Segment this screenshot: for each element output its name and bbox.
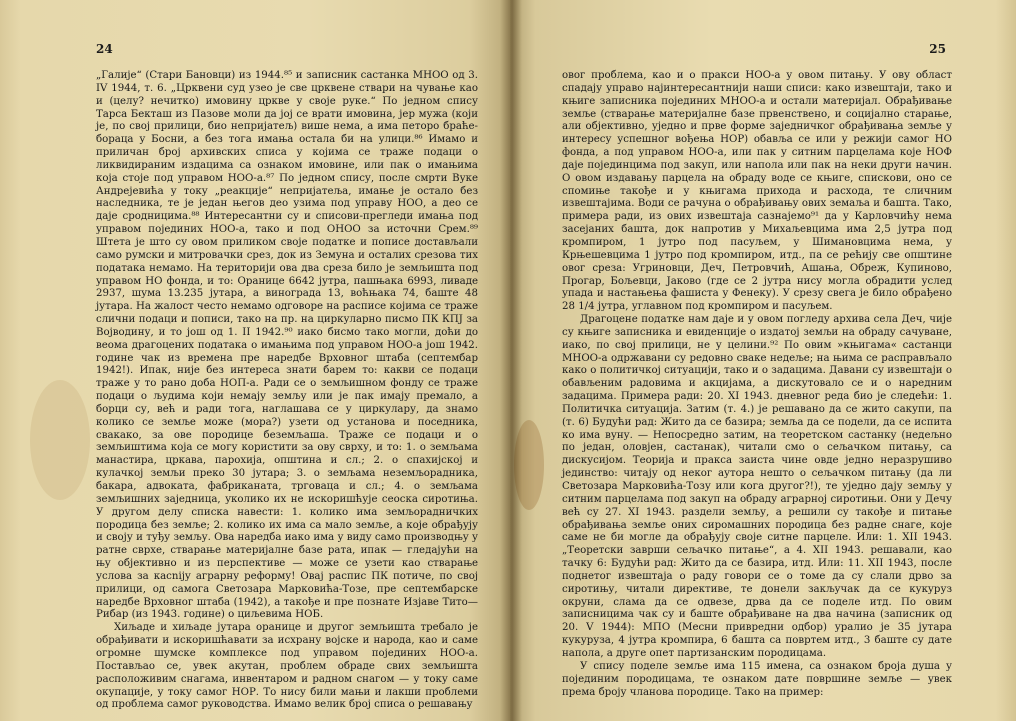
paragraph: овог проблема, као и о пракси НОО-а у овом питању. У ову област спадају управо најинтересантнији наши списи: како извештаји, тако и књиге записника појединих МНОО-а и остали материјал. Обрађивање земље (стварање материјалне базе првенствено, и социјално старање, али објективно, уједно и прве форме заједничког обрађивања земље у интересу успешног вођења НОР) обавља се или у режији самог НО фонда, а под управом НОО-а, или пак у ситним парцелама које НОФ даје појединцима под закуп, или напола или пак на неки други начин. О овом издавању парцела на обраду воде се књиге, спискови, оно се спомиње такође и у књигама прихода и расхода, те сличним извештајима. Води се рачуна о обрађивању ових земаља и башта. Тако, примера ради, из ових извештаја сазнајемо⁹¹ да у Карловчићу нема засејаних башта, док напротив у Михаљевцима има 2,5 јутра под кромпиром, 1 јутро под пасуљем, у Шимановцима нема, у Крњешевцима 1 јутро под кромпиром, итд., па се рећију све општине овог среза: Угриновци, Деч, Петровчић, Ашања, Обреж, Купиново, Прогар, Бољевци, Јаково (где се 2 јутра нису могла обрадити услед упада и настањења фашиста у Фенеку). У срезу свега је било обрађено 28 1/4 јутра, углавном под кромпиром и пасуљем.: [562, 70, 952, 313]
paragraph: У спису поделе земље има 115 имена, са ознаком броја душа у појединим породицама, те ознаком дате површине земље — увек према броју чланова породице. Тако на пример:: [562, 660, 952, 698]
paragraph: Драгоцене податке нам даје и у овом погледу архива села Деч, чије су књиге записника и евиденције о издатој земљи на обраду сачуване, иако, по свој прилици, не у целини.⁹² По овим »књигама« састанци МНОО-а одржавани су редовно сваке недеље; на њима се расправљало како о политичкој ситуацији, тако и о задацима. Давани су извештаји о обављеним радовима и акцијама, а дискутовало се и о наредним задацима. Примера ради: 20. XI 1943. дневног реда био је следећи: 1. Политичка ситуација. Затим (т. 4.) је решавано да се жито сакупи, па (т. 6) Будући рад: Жито да се базира; земља да се подели, да се испита ко има вуну. — Непосредно затим, на теоретском састанку (недељно по један, оловјен, састанак), читали смо о сељачком питању, са дискусијом. Теорија и пракса заиста чине овде једно неразрушиво јединство: читају од неког аутора нешто о сељачком питању (да ли Светозара Марковића-Тозу или кога другог?!), те уједно дају земљу у ситним парцелама под закуп на обраду аграрној сиротињи. Они у Дечу већ су 27. XI 1943. раздели земљу, а решили су такође и питање обрађивања земље оних сиромашних породица без радне снаге, које саме не би могле да обрађују своје ситне парцеле. Или: 1. XII 1943. „Теоретски заврши сељачко питање“, а 4. XII 1943. решавали, као тачку 6: Будући рад: Жито да се базира, итд. Или: 11. XII 1943, после поднетог извештаја о раду говори се о томе да су слали дрво за сиротињу, читали директиве, те донели закључак да се кукуруз окруни, слама да се одвезе, дрва да се поделе итд. По овим записницима чак су и баште обрађиване на два начина (записник од 20. V 1944): МПО (Месни привредни одбор) уралио је 35 јутара кукуруза, 4 јутра кромпира, 6 башта са повртем итд., 3 баште су дате напола, а друге опет партизанским породицама.: [562, 314, 952, 659]
paragraph: „Галије“ (Стари Бановци) из 1944.⁸⁵ и записник састанка МНОО од 3. IV 1944, т. 6. „Црквени суд узео је све црквене ствари на чување као и (целу? нечитко) имовину цркве у своје руке.“ По једном спису Тарса Бекташ из Пазове моли да јој се врати имовина, јер мужа (који је, по свој прилици, био непријатељ) више нема, а има петоро браће-бораца у Босни, а без тога имања остала би на улици.⁸⁶ Имамо и приличан број архивских списа у којима се траже подаци о ликвидираним издацима са ознаком имовине, или пак о имањима која стоје под управом НОО-а.⁸⁷ По једном спису, после смрти Вуке Андрејевића у току „реакције“ непријатеља, имање је остало без наследника, те је један његов део узима под управу НОО, а део се даје сродницима.⁸⁸ Интересантни су и списови-прегледи имања под управом појединих НОО-а, тако и под ОНОО за источни Срем.⁸⁹ Штета је што су овом приликом своје податке и пописе достављали само румски и митровачки срез, док из Земуна и осталих срезова тих података немамо. На територији ова два среза било је земљишта под управом НО фонда, и то: Оранице 6642 јутра, пашњака 6993, ливаде 2937, шума 13.235 јутара, а винограда 13, воћњака 74, баште 48 јутара. На жалост често немамо одговоре на расписе којима се траже слични подаци и пописи, тако на пр. на циркуларно писмо ПК КПЈ за Војводину, и то још од 1. II 1942.⁹⁰ иако бисмо тако могли, доћи до веома драгоцених података о имањима под управом НОО-а још 1942. године чак из времена пре наредбе Врховног штаба (септембар 1942!). Ипак, није без интереса знати барем то: какви се подаци траже у то рано доба НОП-а. Ради се о земљишном фонду се траже подаци о људима који немају земљу или је пак имају премало, а борци су, већ и ради тога, наглашава се у циркулару, да знамо колико се земље може (мора?) узети од установа и поседника, свакако, за ове породице беземљаша. Траже се подаци и о земљиштима која се могу користити за ову сврху, и то: 1. о земљама манастира, цркава, парохија, општина и сл.; 2. о спахијској и кулачкој земљи преко 30 јутара; 3. о земљама неземљорадника, бакара, адвоката, фабриканата, трговаца и сл.; 4. о земљама земљишних заједница, уколико их не искоришћује сеоска сиротиња. У другом делу списка навести: 1. колико има земљорадничких породица без земље; 2. колико их има са мало земље, а које обрађују и своју и туђу земљу. Ова наредба иако има у виду само производњу у ратне сврхе, стварање материјалне базе рата, ипак — гледајући на њу објективно и из перспективе — може се узети као стварање услова за касniју аграрну реформу! Овај распис ПК потиче, по свој прилици, од самога Светозара Марковића-Тозе, пре септембарске наредбе Врховног штаба (1942), а такође и пре познате Изјаве Тито—Рибар (из 1943. године) о циљевима НОБ.: [96, 70, 478, 621]
page-body: [96, 70, 478, 712]
paper-stain: [30, 380, 90, 500]
paragraph: Хиљаде и хиљаде јутара оранице и другог земљишта требало је обрађивати и искоришћавати за исхрану војске и народа, као и саме огромне шумске комплексе под управом појединих НОО-а. Постављао се, увек акутан, проблем обраде свих земљишта расположивим снагама, инвентаром и радном снагом — у току саме окупације, у току самог НОР. То нису били мањи и лакши проблеми од проблема самог руководства. Имамо велик број списа о решавању: [96, 622, 478, 711]
page-number: 25: [929, 42, 946, 56]
book-gutter: [500, 0, 522, 721]
right-page: [510, 0, 1016, 721]
page-body: [562, 70, 952, 699]
page-number: 24: [96, 42, 113, 56]
